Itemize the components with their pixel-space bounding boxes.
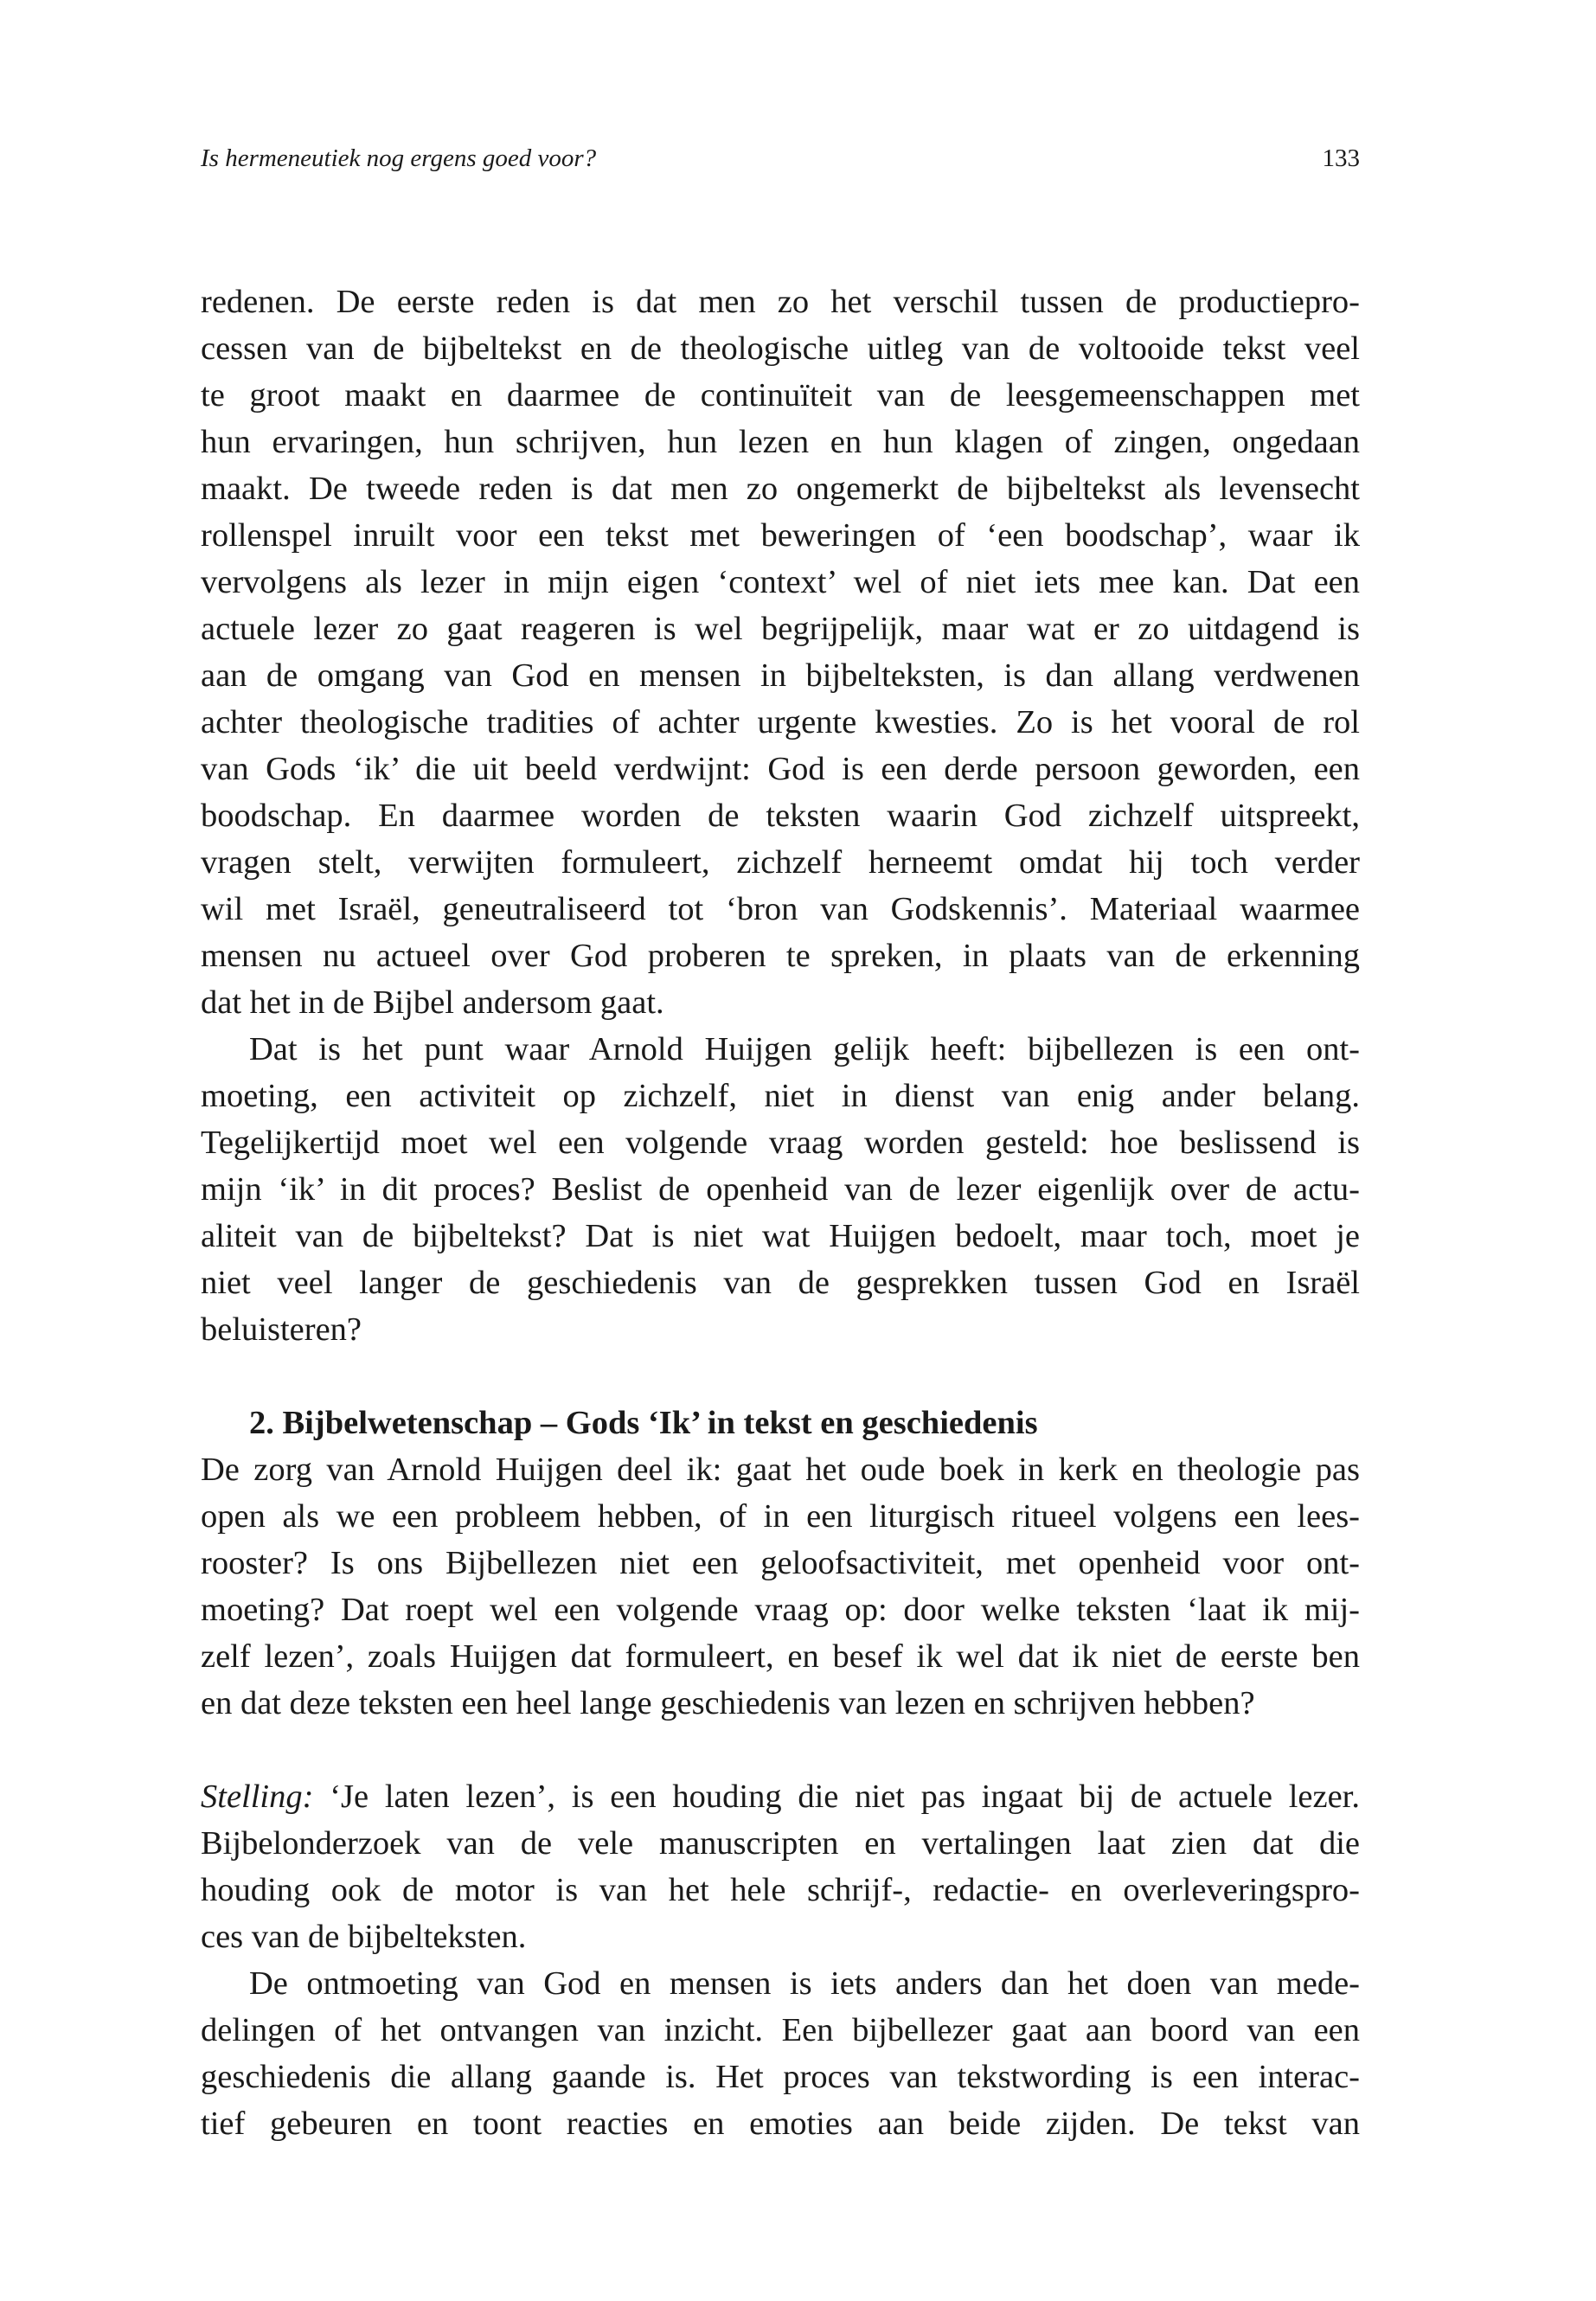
text-line: tief gebeuren en toont reacties en emoties aan beide zijden. De tekst van xyxy=(201,2106,1360,2142)
text-line: moeting? Dat roept wel een volgende vraag op: door welke teksten ‘laat ik mij- xyxy=(201,1592,1360,1628)
text-line: delingen of het ontvangen van inzicht. Een bijbellezer gaat aan boord van een xyxy=(201,2012,1360,2048)
text-line: mijn ‘ik’ in dit proces? Beslist de openheid van de lezer eigenlijk over de actu- xyxy=(201,1171,1360,1208)
text-line: De ontmoeting van God en mensen is iets anders dan het doen van mede- xyxy=(249,1965,1360,2002)
text-line: Bijbelonderzoek van de vele manuscripten en vertalingen laat zien dat die xyxy=(201,1825,1360,1862)
paragraph-stelling xyxy=(201,1773,1360,1960)
text-line: beluisteren? xyxy=(201,1311,362,1348)
text-line: zelf lezen’, zoals Huijgen dat formuleert, en besef ik wel dat ik niet de eerste ben xyxy=(201,1638,1360,1675)
text-line: open als we een probleem hebben, of in een liturgisch ritueel volgens een lees- xyxy=(201,1498,1360,1535)
running-title: Is hermeneutiek nog ergens goed voor? xyxy=(201,144,597,172)
text-line: achter theologische tradities of achter urgente kwesties. Zo is het vooral de rol xyxy=(201,704,1360,740)
text-line: mensen nu actueel over God proberen te spreken, in plaats van de erkenning xyxy=(201,938,1360,974)
text-line: rollenspel inruilt voor een tekst met beweringen of ‘een boodschap’, waar ik xyxy=(201,517,1360,554)
stelling-label: Stelling: xyxy=(201,1779,314,1815)
text-line: redenen. De eerste reden is dat men zo het verschil tussen de productiepro- xyxy=(201,284,1360,320)
spacer xyxy=(201,1353,1360,1400)
text-line: van Gods ‘ik’ die uit beeld verdwijnt: God is een derde persoon geworden, een xyxy=(201,751,1360,787)
paragraph-continuation xyxy=(201,279,1360,1026)
text-line: te groot maakt en daarmee de continuïteit van de leesgemeenschappen met xyxy=(201,377,1360,413)
body-text xyxy=(201,279,1360,2147)
text-line: boodschap. En daarmee worden de teksten waarin God zichzelf uitspreekt, xyxy=(201,798,1360,834)
text-line: moeting, een activiteit op zichzelf, niet in dienst van enig ander belang. xyxy=(201,1078,1360,1114)
paragraph-ontmoeting xyxy=(201,1960,1360,2147)
text-line: ces van de bijbelteksten. xyxy=(201,1919,527,1955)
spacer xyxy=(201,1727,1360,1773)
text-line xyxy=(201,1773,1360,1820)
text-line: dat het in de Bijbel andersom gaat. xyxy=(201,984,664,1021)
text-line: aan de omgang van God en mensen in bijbelteksten, is dan allang verdwenen xyxy=(201,657,1360,694)
paragraph-huijgen xyxy=(201,1026,1360,1353)
text-line: cessen van de bijbeltekst en de theologische uitleg van de voltooide tekst veel xyxy=(201,330,1360,367)
text-line: vragen stelt, verwijten formuleert, zichzelf herneemt omdat hij toch verder xyxy=(201,844,1360,881)
text-line: niet veel langer de geschiedenis van de gesprekken tussen God en Israël xyxy=(201,1265,1360,1301)
text-line: wil met Israël, geneutraliseerd tot ‘bron van Godskennis’. Materiaal waarmee xyxy=(201,891,1360,927)
stelling-text: ‘Je laten lezen’, is een houding die niet pas ingaat bij de actuele lezer. xyxy=(313,1779,1360,1815)
text-line: geschiedenis die allang gaande is. Het proces van tekstwording is een interac- xyxy=(201,2059,1360,2095)
text-line: maakt. De tweede reden is dat men zo ongemerkt de bijbeltekst als levensecht xyxy=(201,471,1360,507)
paragraph-zorg xyxy=(201,1446,1360,1727)
text-line: vervolgens als lezer in mijn eigen ‘context’ wel of niet iets mee kan. Dat een xyxy=(201,564,1360,600)
text-line: rooster? Is ons Bijbellezen niet een geloofsactiviteit, met openheid voor ont- xyxy=(201,1545,1360,1581)
section-heading: 2. Bijbelwetenschap – Gods ‘Ik’ in tekst en geschiedenis xyxy=(249,1405,1038,1441)
text-line: hun ervaringen, hun schrijven, hun lezen en hun klagen of zingen, ongedaan xyxy=(201,424,1360,460)
text-line: De zorg van Arnold Huijgen deel ik: gaat het oude boek in kerk en theologie pas xyxy=(201,1452,1360,1488)
text-line: en dat deze teksten een heel lange geschiedenis van lezen en schrijven hebben? xyxy=(201,1685,1255,1721)
text-line: actuele lezer zo gaat reageren is wel begrijpelijk, maar wat er zo uitdagend is xyxy=(201,611,1360,647)
text-line: houding ook de motor is van het hele schrijf-, redactie- en overleveringspro- xyxy=(201,1872,1360,1908)
page-number: 133 xyxy=(1322,144,1360,172)
running-head xyxy=(201,137,1360,180)
text-line: Dat is het punt waar Arnold Huijgen gelijk heeft: bijbellezen is een ont- xyxy=(249,1031,1360,1067)
text-line: aliteit van de bijbeltekst? Dat is niet wat Huijgen bedoelt, maar toch, moet je xyxy=(201,1218,1360,1254)
text-line: Tegelijkertijd moet wel een volgende vraag worden gesteld: hoe beslissend is xyxy=(201,1125,1360,1161)
